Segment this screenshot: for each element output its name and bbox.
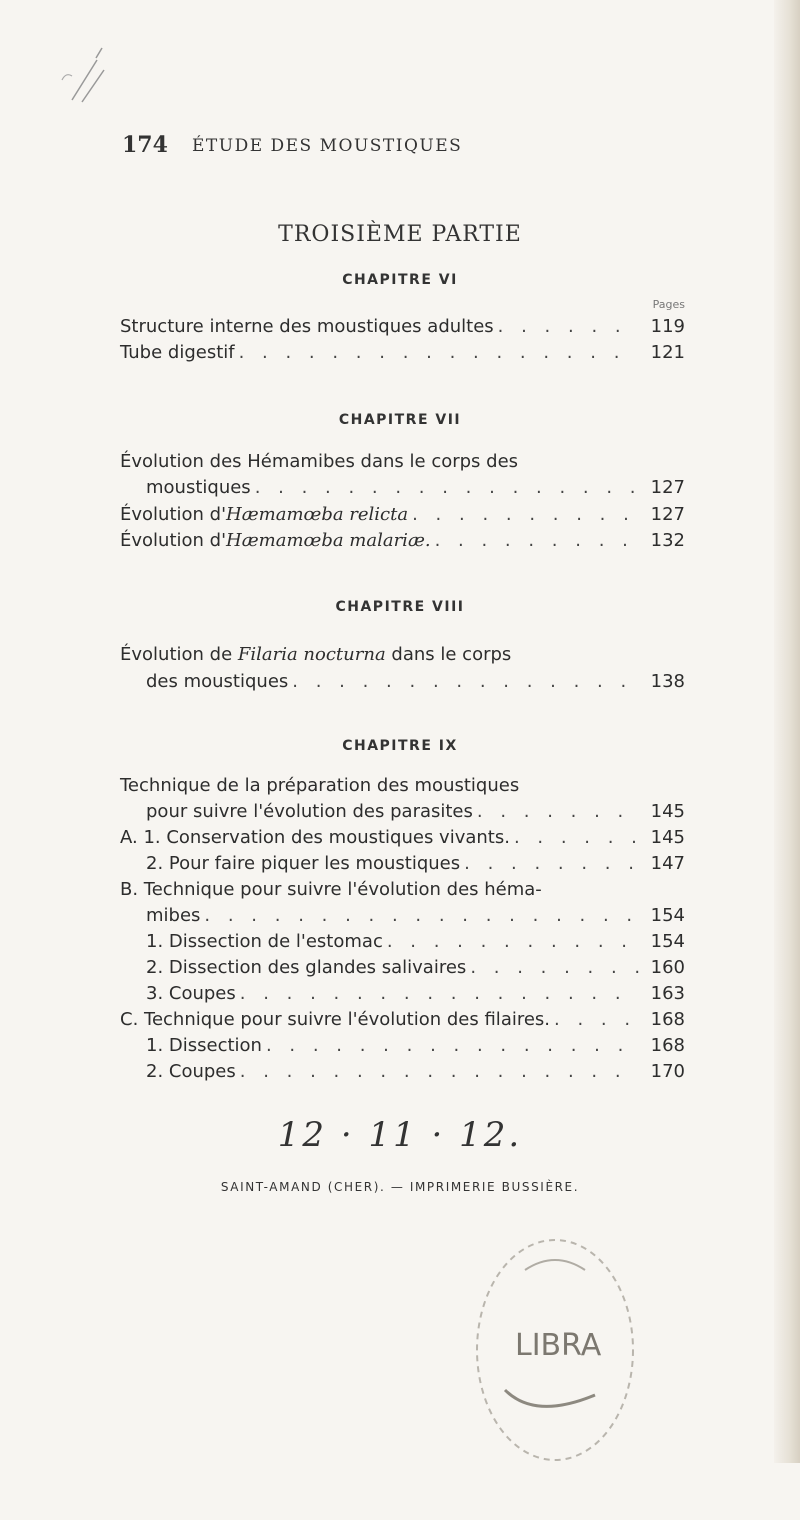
toc-page-number: 127: [650, 477, 685, 498]
species-name: Filaria nocturna: [237, 644, 386, 665]
page-edge: [774, 0, 800, 1463]
part-title: TROISIÈME PARTIE: [278, 222, 522, 247]
toc-entry: B. Technique pour suivre l'évolution des héma-: [120, 879, 542, 900]
running-title: ÉTUDE DES MOUSTIQUES: [192, 136, 463, 156]
chapter-heading-vi: CHAPITRE VI: [342, 272, 458, 288]
toc-page-number: 168: [650, 1035, 685, 1056]
toc-page-number: 145: [650, 827, 685, 848]
toc-page-number: 154: [650, 905, 685, 926]
toc-page-number: 160: [650, 957, 685, 978]
toc-entry: Évolution de Filaria nocturna dans le corps: [120, 644, 512, 665]
toc-page-number: 138: [650, 671, 685, 692]
toc-page-number: 168: [650, 1009, 685, 1030]
page-number: 174: [122, 132, 168, 158]
toc-entry: moustiques . . . 127: [146, 477, 685, 503]
toc-page-number: 145: [650, 801, 685, 822]
toc-entry: Évolution d'Hæmamœba relicta . . . 127: [120, 504, 685, 530]
toc-page-number: 119: [650, 316, 685, 337]
toc-page-number: 132: [650, 530, 685, 551]
toc-entry: 2. Coupes . . . 170: [146, 1061, 685, 1087]
toc-entry: Structure interne des moustiques adultes . . . 119: [120, 316, 685, 342]
toc-entry: 2. Dissection des glandes salivaires . . . 160: [146, 957, 685, 983]
handwritten-note: 12 · 11 · 12.: [277, 1115, 523, 1155]
toc-entry: 1. Dissection de l'estomac . . . 154: [146, 931, 685, 957]
toc-entry: Technique de la préparation des moustiques: [120, 775, 520, 796]
toc-entry: Évolution des Hémamibes dans le corps des: [120, 451, 519, 472]
chapter-heading-ix: CHAPITRE IX: [342, 738, 458, 754]
toc-entry: Évolution d'Hæmamœba malariæ. . . . 132: [120, 530, 685, 556]
species-name: Hæmamœba malariæ.: [226, 530, 431, 551]
toc-page-number: 163: [650, 983, 685, 1004]
page-header: [122, 132, 682, 162]
toc-page-number: 154: [650, 931, 685, 952]
toc-page-number: 147: [650, 853, 685, 874]
species-name: Hæmamœba relicta: [226, 504, 409, 525]
toc-entry: A. 1. Conservation des moustiques vivants. . . . 145: [120, 827, 685, 853]
imprint-line: SAINT-AMAND (CHER). — IMPRIMERIE BUSSIÈRE.: [220, 1180, 580, 1194]
chapter-heading-vii: CHAPITRE VII: [338, 412, 462, 428]
corner-stamp-mark: [52, 40, 122, 110]
library-stamp: [455, 1200, 655, 1520]
toc-entry: pour suivre l'évolution des parasites . . . 145: [146, 801, 685, 827]
stamp-text: LIBRA: [515, 1328, 602, 1363]
toc-entry: 1. Dissection . . . 168: [146, 1035, 685, 1061]
toc-page-number: 170: [650, 1061, 685, 1082]
toc-entry: C. Technique pour suivre l'évolution des filaires. . . . 168: [120, 1009, 685, 1035]
toc-entry: mibes . . . 154: [146, 905, 685, 931]
chapter-heading-viii: CHAPITRE VIII: [335, 599, 465, 615]
toc-page-number: 127: [650, 504, 685, 525]
pages-label: Pages: [652, 298, 685, 311]
toc-entry: des moustiques . . . 138: [146, 671, 685, 697]
toc-page-number: 121: [650, 342, 685, 363]
toc-entry: 2. Pour faire piquer les moustiques . . . 147: [146, 853, 685, 879]
toc-entry: Tube digestif . . . 121: [120, 342, 685, 368]
toc-entry: 3. Coupes . . . 163: [146, 983, 685, 1009]
